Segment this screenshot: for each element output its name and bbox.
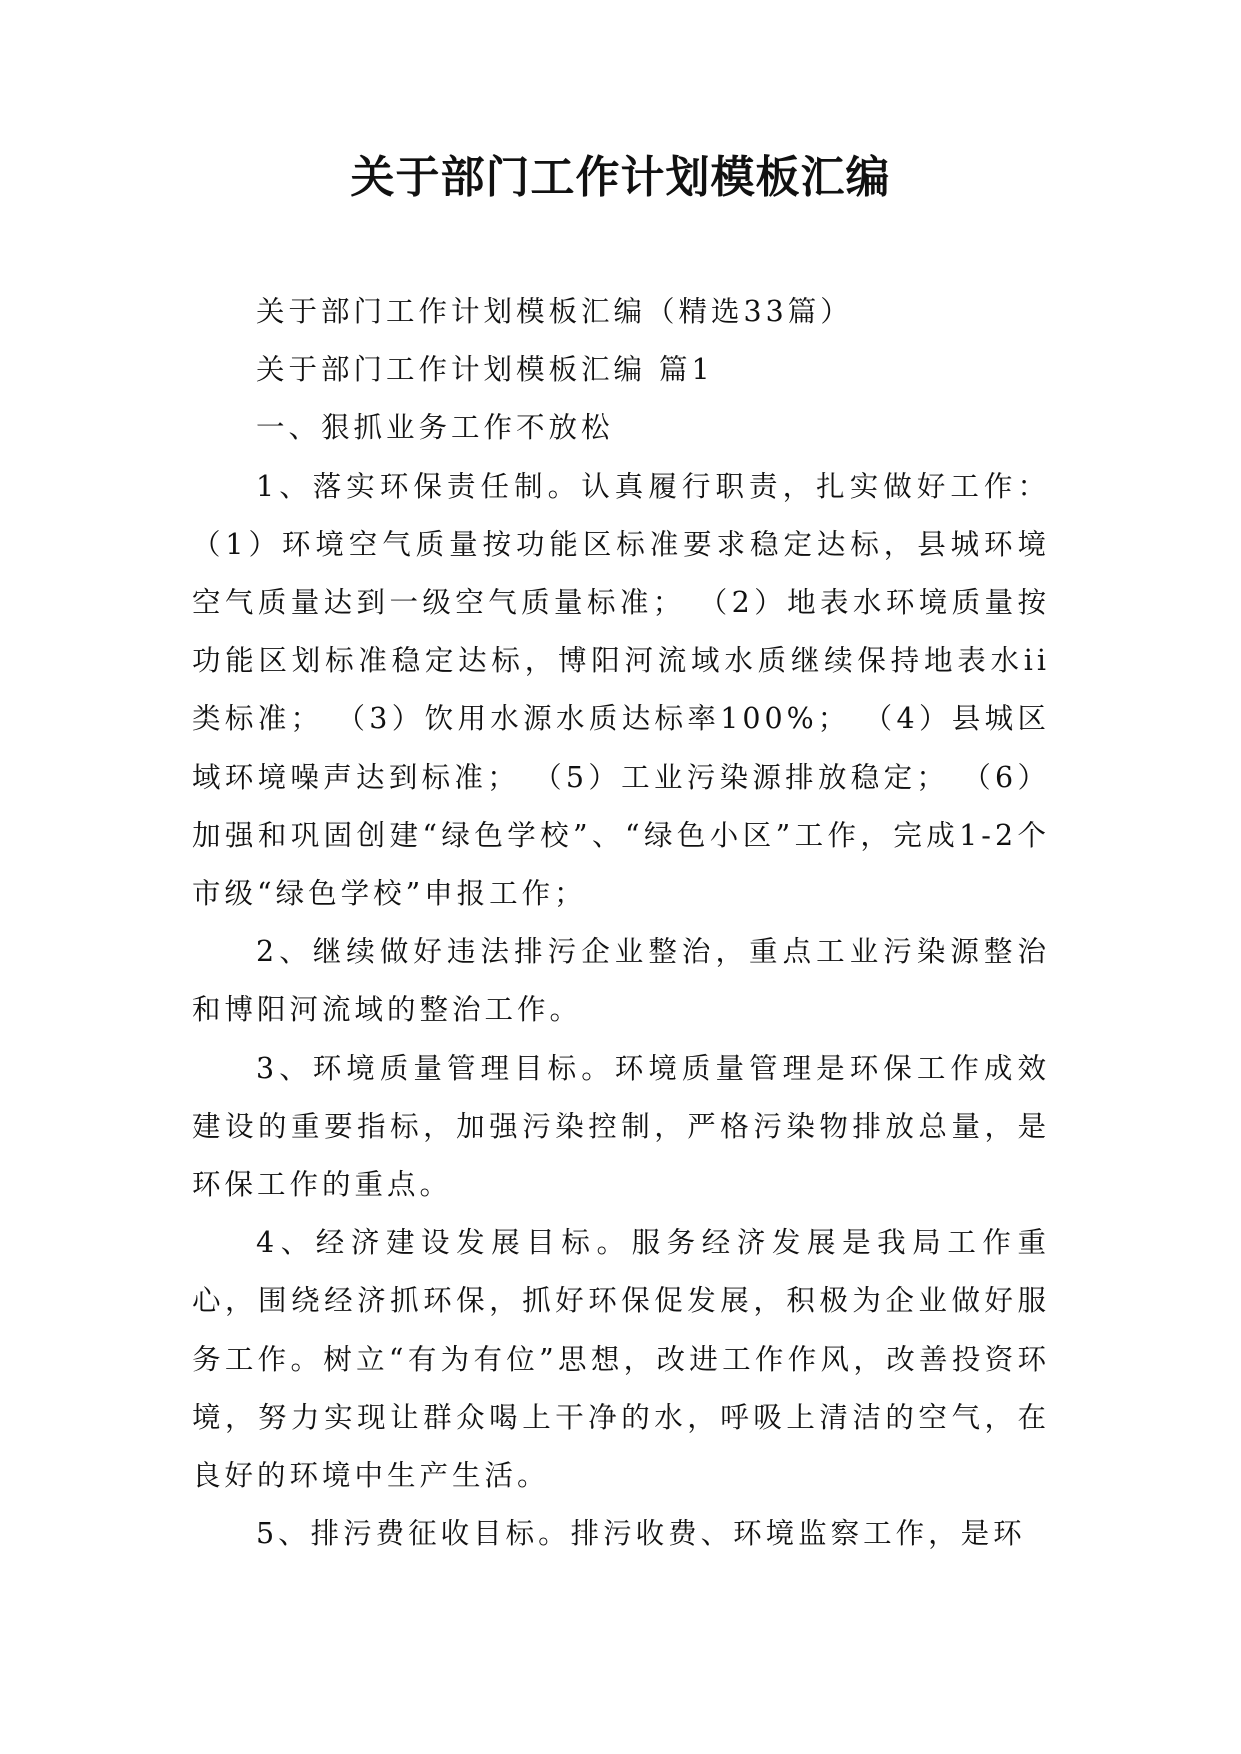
body-paragraph: 3、环境质量管理目标。环境质量管理是环保工作成效建设的重要指标，加强污染控制，严格污染物排放总量，是环保工作的重点。 — [192, 1051, 1050, 1202]
subtitle-line: 关于部门工作计划模板汇编（精选33篇） — [256, 295, 853, 328]
body-paragraph: 2、继续做好违法排污企业整治，重点工业污染源整治和博阳河流域的整治工作。 — [192, 935, 1050, 1027]
body-paragraph: 4、经济建设发展目标。服务经济发展是我局工作重心，围绕经济抓环保，抓好环保促发展，积极为企业做好服务工作。树立“有为有位”思想，改进工作作风，改善投资环境，努力实现让群众喝上干净的水，呼吸上清洁的空气，在良好的环境中生产生活。 — [192, 1226, 1050, 1493]
subsection-heading: 一、狠抓业务工作不放松 — [256, 411, 614, 445]
document-body — [192, 283, 1050, 1563]
body-paragraph: 1、落实环保责任制。认真履行职责，扎实做好工作：（1）环境空气质量按功能区标准要求稳定达标，县城环境空气质量达到一级空气质量标准； （2）地表水环境质量按功能区划标准稳定达标，博阳河流域水质继续保持地表水ii类标准； （3）饮用水源水质达标率100%； （4）县城区域环境噪声达到标准； （5）工业污染源排放稳定； （6）加强和巩固创建“绿色学校”、“绿色小区”工作，完成1-2个市级“绿色学校”申报工作； — [192, 469, 1050, 911]
body-paragraph: 5、排污费征收目标。排污收费、环境监察工作，是环 — [256, 1517, 1026, 1551]
document-title: 关于部门工作计划模板汇编 — [350, 152, 891, 203]
section-heading: 关于部门工作计划模板汇编 篇1 — [256, 353, 714, 387]
